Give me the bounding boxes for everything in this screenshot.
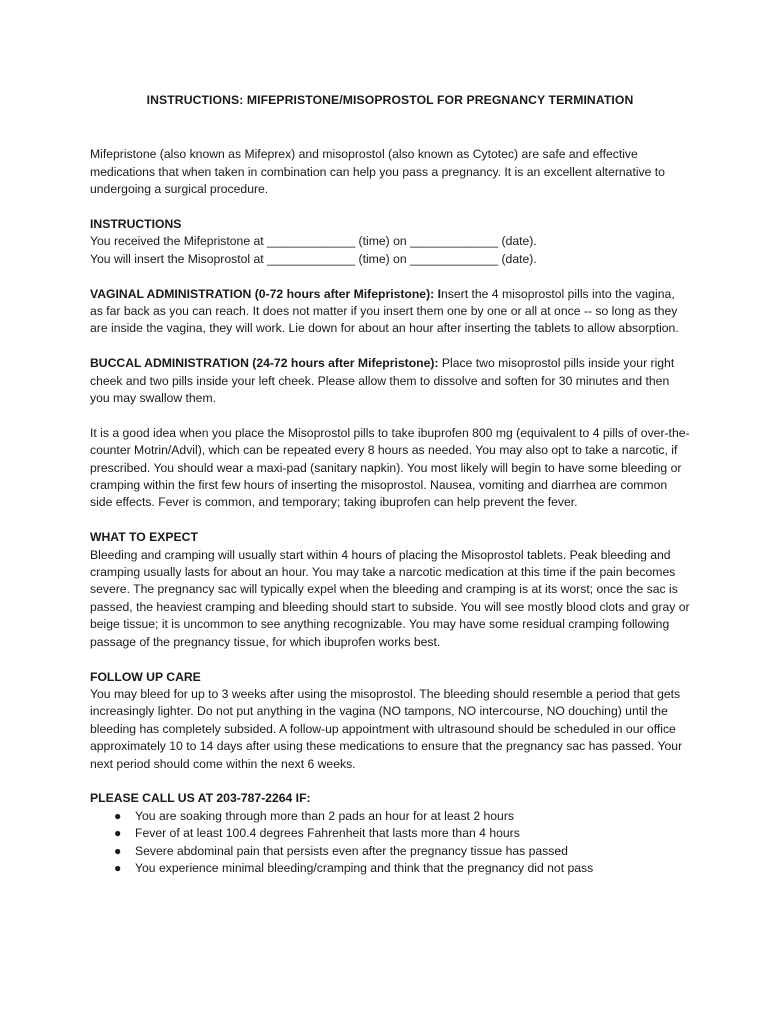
warning-signs-list [90, 808, 690, 878]
instructions-heading: INSTRUCTIONS [90, 217, 182, 232]
list-item-text: Severe abdominal pain that persists even after the pregnancy tissue has passed [135, 843, 568, 858]
vaginal-administration-text: nsert the 4 misoprostol pills into the vagina, as far back as you can reach. It does not matter if you insert them one by one or all at once -- so long as they are inside the vagina, they will work. Lie down for about an hour after inserting the tablets to allow absorption. [90, 286, 679, 336]
ibuprofen-paragraph: It is a good idea when you place the Misoprostol pills to take ibuprofen 800 mg (equivalent to 4 pills of over-the-counter Motrin/Advil), which can be repeated every 8 hours as needed. You may also opt to take a narcotic, if prescribed. You should wear a maxi-pad (sanitary napkin). You most likely will begin to have some bleeding or cramping within the first few hours of inserting the misoprostol. Nausea, vomiting and diarrhea are common side effects. Fever is common, and temporary; taking ibuprofen can help prevent the fever. [90, 425, 690, 510]
bullet-icon: ● [114, 860, 122, 875]
page-title: INSTRUCTIONS: MIFEPRISTONE/MISOPROSTOL FOR PREGNANCY TERMINATION [146, 93, 634, 107]
misoprostol-time-line: You will insert the Misoprostol at _____________ (time) on _____________ (date). [90, 251, 537, 266]
follow-up-section [90, 669, 690, 773]
list-item [90, 825, 690, 842]
what-to-expect-text: Bleeding and cramping will usually start within 4 hours of placing the Misoprostol tablets. Peak bleeding and cramping usually lasts for about an hour. You may take a narcotic medication at this time if the pain becomes severe. The pregnancy sac will typically expel when the bleeding and cramping is at its worst; once the sac is passed, the heaviest cramping and bleeding should start to subside. You will see mostly blood clots and gray or beige tissue; it is uncommon to see anything recognizable. You may have some residual cramping following passage of the pregnancy tissue, for which ibuprofen works best. [90, 547, 690, 649]
list-item-text: You are soaking through more than 2 pads an hour for at least 2 hours [135, 808, 514, 823]
vaginal-administration-paragraph [90, 286, 690, 338]
list-item-text: You experience minimal bleeding/cramping and think that the pregnancy did not pass [135, 860, 594, 875]
document-body [90, 92, 690, 877]
follow-up-heading: FOLLOW UP CARE [90, 669, 201, 684]
list-item-text: Fever of at least 100.4 degrees Fahrenheit that lasts more than 4 hours [135, 826, 520, 841]
intro-paragraph: Mifepristone (also known as Mifeprex) and misoprostol (also known as Cytotec) are safe and effective medications that when taken in combination can help you pass a pregnancy. It is an excellent alternative to undergoing a surgical procedure. [90, 147, 665, 197]
list-item [90, 843, 690, 860]
buccal-administration-heading: BUCCAL ADMINISTRATION (24-72 hours after Mifepristone): [90, 356, 439, 371]
call-us-heading: PLEASE CALL US AT 203-787-2264 IF: [90, 791, 311, 806]
instructions-section [90, 216, 690, 268]
bullet-icon: ● [114, 808, 122, 823]
vaginal-administration-heading: VAGINAL ADMINISTRATION (0-72 hours after Mifepristone): I [90, 286, 441, 301]
bullet-icon: ● [114, 826, 122, 841]
list-item [90, 808, 690, 825]
buccal-administration-text: Place two misoprostol pills inside your right cheek and two pills inside your left cheek. Please allow them to dissolve and soften for 30 minutes and then you may swallow them. [90, 356, 675, 406]
list-item [90, 860, 690, 877]
what-to-expect-section [90, 529, 690, 651]
mifepristone-time-line: You received the Mifepristone at _____________ (time) on _____________ (date). [90, 234, 537, 249]
bullet-icon: ● [114, 843, 122, 858]
what-to-expect-heading: WHAT TO EXPECT [90, 530, 198, 545]
follow-up-text: You may bleed for up to 3 weeks after using the misoprostol. The bleeding should resemble a period that gets increasingly lighter. Do not put anything in the vagina (NO tampons, NO intercourse, NO douching) until the bleeding has completely subsided. A follow-up appointment with ultrasound should be scheduled in our office approximately 10 to 14 days after using these medications to ensure that the pregnancy sac has passed. Your next period should come within the next 6 weeks. [90, 686, 683, 771]
buccal-administration-paragraph [90, 355, 690, 407]
call-us-section [90, 790, 690, 877]
